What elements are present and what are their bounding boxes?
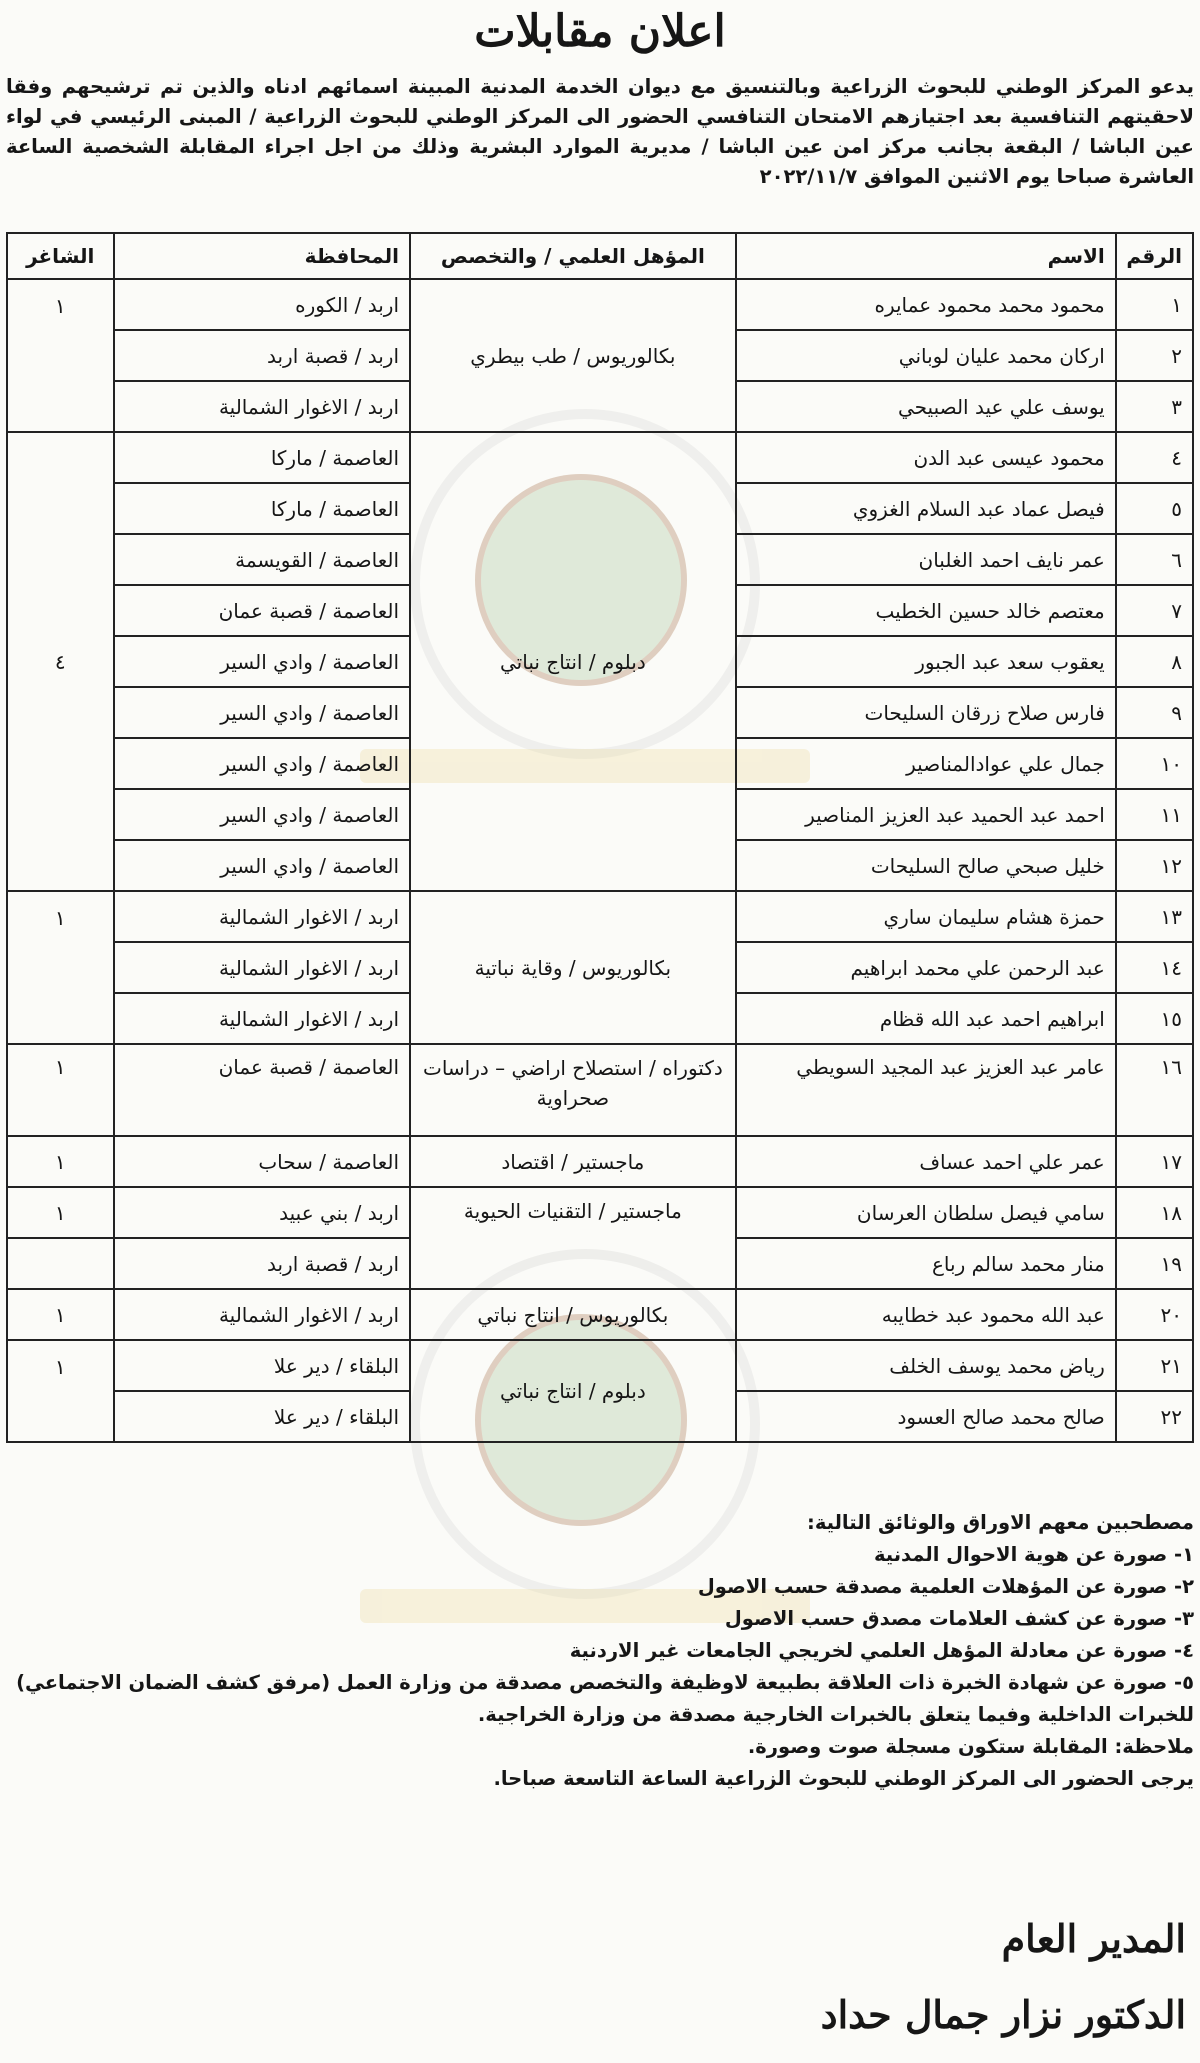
cell-name: جمال علي عوادالمناصير [736,738,1116,789]
cell-qualification: دبلوم / انتاج نباتي [410,432,736,891]
cell-name: محمود محمد محمود عمايره [736,279,1116,330]
cell-name: حمزة هشام سليمان ساري [736,891,1116,942]
cell-name: عمر نايف احمد الغلبان [736,534,1116,585]
cell-name: عمر علي احمد عساف [736,1136,1116,1187]
table-row [7,1136,1193,1187]
cell-governorate: العاصمة / قصبة عمان [114,1044,411,1136]
cell-governorate: البلقاء / دير علا [114,1391,411,1442]
cell-num: ١٣ [1116,891,1193,942]
cell-name: يوسف علي عيد الصبيحي [736,381,1116,432]
cell-governorate: العاصمة / القويسمة [114,534,411,585]
cell-governorate: اربد / الاغوار الشمالية [114,381,411,432]
cell-num: ١٠ [1116,738,1193,789]
cell-vacancies: ٤ [7,432,114,891]
cell-governorate: العاصمة / قصبة عمان [114,585,411,636]
cell-num: ٢ [1116,330,1193,381]
cell-governorate: العاصمة / ماركا [114,483,411,534]
cell-qualification: بكالوريوس / طب بيطري [410,279,736,432]
cell-num: ٢٠ [1116,1289,1193,1340]
cell-name: فيصل عماد عبد السلام الغزوي [736,483,1116,534]
cell-name: فارس صلاح زرقان السليحات [736,687,1116,738]
cell-num: ١٧ [1116,1136,1193,1187]
cell-name: رياض محمد يوسف الخلف [736,1340,1116,1391]
notes-remark: ملاحظة: المقابلة ستكون مسجلة صوت وصورة. [747,1735,1194,1758]
signature-position: المدير العام [1001,1916,1186,1961]
table-row [7,1044,1193,1136]
table-row [7,1289,1193,1340]
cell-governorate: اربد / الكوره [114,279,411,330]
notes-section [6,1507,1194,1795]
cell-governorate: العاصمة / وادي السير [114,636,411,687]
cell-qualification: بكالوريوس / وقاية نباتية [410,891,736,1044]
cell-qualification: دبلوم / انتاج نباتي [410,1340,736,1442]
cell-num: ١٢ [1116,840,1193,891]
cell-governorate: اربد / قصبة اربد [114,1238,411,1289]
cell-num: ١ [1116,279,1193,330]
cell-name: خليل صبحي صالح السليحات [736,840,1116,891]
header-num: الرقم [1116,233,1193,279]
cell-governorate: العاصمة / وادي السير [114,738,411,789]
cell-name: صالح محمد صالح العسود [736,1391,1116,1442]
cell-governorate: العاصمة / وادي السير [114,789,411,840]
cell-num: ١٥ [1116,993,1193,1044]
cell-qualification: دكتوراه / استصلاح اراضي – دراسات صحراوية [410,1044,736,1136]
cell-governorate: اربد / الاغوار الشمالية [114,1289,411,1340]
notes-heading: مصطحبين معهم الاوراق والوثائق التالية: [807,1511,1194,1534]
table-header-row [7,233,1193,279]
signature-name: الدكتور نزار جمال حداد [820,1992,1186,2037]
cell-num: ١٨ [1116,1187,1193,1238]
header-qualification: المؤهل العلمي / والتخصص [410,233,736,279]
cell-qualification: ماجستير / اقتصاد [410,1136,736,1187]
cell-qualification: ماجستير / التقنيات الحيوية [410,1187,736,1289]
cell-governorate: العاصمة / وادي السير [114,687,411,738]
candidates-table [6,232,1194,1443]
cell-name: اركان محمد عليان لوباني [736,330,1116,381]
cell-name: ابراهيم احمد عبد الله قظام [736,993,1116,1044]
notes-item: ٤- صورة عن معادلة المؤهل العلمي لخريجي الجامعات غير الاردنية [569,1639,1194,1662]
cell-num: ٥ [1116,483,1193,534]
cell-vacancies: ١ [7,1136,114,1187]
notes-item: ٢- صورة عن المؤهلات العلمية مصدقة حسب الاصول [697,1575,1194,1598]
cell-name: عبد الله محمود عبد خطايبه [736,1289,1116,1340]
cell-num: ٩ [1116,687,1193,738]
cell-num: ٤ [1116,432,1193,483]
cell-num: ١٩ [1116,1238,1193,1289]
cell-vacancies: ١ [7,1044,114,1136]
cell-num: ٢١ [1116,1340,1193,1391]
cell-name: منار محمد سالم رباع [736,1238,1116,1289]
notes-item: ٣- صورة عن كشف العلامات مصدق حسب الاصول [724,1607,1194,1630]
notes-attendance: يرجى الحضور الى المركز الوطني للبحوث الزراعية الساعة التاسعة صباحا. [493,1767,1194,1790]
cell-governorate: اربد / قصبة اربد [114,330,411,381]
cell-vacancies: ١ [7,1187,114,1238]
cell-governorate: اربد / بني عبيد [114,1187,411,1238]
notes-item: ٥- صورة عن شهادة الخبرة ذات العلاقة بطبيعة لاوظيفة والتخصص مصدقة من وزارة العمل (مرفق كشف الضمان الاجتماعي) للخبرات الداخلية وفيما يتعلق بالخبرات الخارجية مصدقة من وزارة الخراجية. [16,1671,1194,1726]
cell-name: عبد الرحمن علي محمد ابراهيم [736,942,1116,993]
cell-governorate: اربد / الاغوار الشمالية [114,993,411,1044]
cell-name: عامر عبد العزيز عبد المجيد السويطي [736,1044,1116,1136]
cell-vacancies: ١ [7,279,114,432]
cell-governorate: العاصمة / ماركا [114,432,411,483]
cell-governorate: العاصمة / وادي السير [114,840,411,891]
intro-paragraph: يدعو المركز الوطني للبحوث الزراعية وبالتنسيق مع ديوان الخدمة المدنية المبينة اسمائهم ادناه والذين تم ترشيحهم وفقا لاحقيتهم التنافسية بعد اجتيازهم الامتحان التنافسي الحضور الى المركز الوطني للبحوث الزراعية / المبنى الرئيسي في لواء عين الباشا / البقعة بجانب مركز امن عين الباشا / مديرية الموارد البشرية وذلك من اجل اجراء المقابلة الشخصية الساعة العاشرة صباحا يوم الاثنين الموافق ٢٠٢٢/١١/٧ [6,75,1194,188]
table-row [7,891,1193,942]
cell-name: يعقوب سعد عبد الجبور [736,636,1116,687]
cell-vacancies: ١ [7,1340,114,1442]
cell-num: ٨ [1116,636,1193,687]
table-row [7,432,1193,483]
cell-num: ٢٢ [1116,1391,1193,1442]
cell-num: ١١ [1116,789,1193,840]
cell-num: ١٤ [1116,942,1193,993]
cell-num: ١٦ [1116,1044,1193,1136]
cell-num: ٣ [1116,381,1193,432]
notes-item: ١- صورة عن هوية الاحوال المدنية [873,1543,1194,1566]
cell-name: معتصم خالد حسين الخطيب [736,585,1116,636]
table-row [7,1187,1193,1238]
cell-vacancies: ١ [7,1289,114,1340]
cell-num: ٦ [1116,534,1193,585]
page-title: اعلان مقابلات [474,6,726,57]
cell-name: محمود عيسى عبد الدن [736,432,1116,483]
header-governorate: المحافظة [114,233,411,279]
cell-governorate: اربد / الاغوار الشمالية [114,942,411,993]
cell-governorate: البلقاء / دير علا [114,1340,411,1391]
header-name: الاسم [736,233,1116,279]
cell-governorate: اربد / الاغوار الشمالية [114,891,411,942]
cell-vacancies: ١ [7,891,114,1044]
header-vacancies: الشاغر [7,233,114,279]
cell-name: احمد عبد الحميد عبد العزيز المناصير [736,789,1116,840]
cell-vacancies-empty [7,1238,114,1289]
cell-name: سامي فيصل سلطان العرسان [736,1187,1116,1238]
cell-num: ٧ [1116,585,1193,636]
cell-qualification: بكالوريوس / انتاج نباتي [410,1289,736,1340]
cell-governorate: العاصمة / سحاب [114,1136,411,1187]
table-row [7,1340,1193,1391]
table-row [7,279,1193,330]
